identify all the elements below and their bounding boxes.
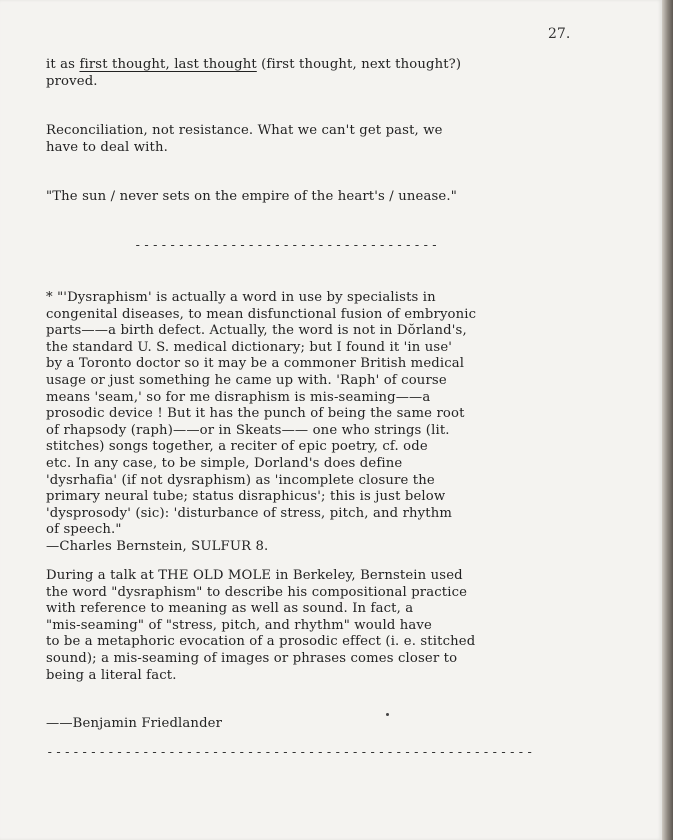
page-number: 27.	[548, 26, 571, 42]
footnote-line: primary neural tube; status disraphicus'; this is just below	[46, 489, 446, 505]
paragraph-line: Reconciliation, not resistance. What we can't get past, we	[46, 123, 443, 138]
footnote-line: by a Toronto doctor so it may be a commoner British medical	[46, 356, 465, 372]
dashed-divider-bottom: --------------------------------------------------------	[46, 744, 535, 759]
paragraph-line: to be a metaphoric evocation of a prosodic effect (i. e. stitched	[46, 634, 476, 650]
paragraph-line	[46, 57, 461, 74]
underlined-phrase: first thought, last thought	[79, 57, 257, 72]
footnote-line: stitches) songs together, a reciter of epic poetry, cf. ode	[46, 439, 428, 455]
text-suffix: (first thought, next thought?)	[256, 57, 462, 72]
author-signature: ——Benjamin Friedlander	[46, 716, 223, 731]
paragraph-line: "mis-seaming" of "stress, pitch, and rhythm" would have	[46, 617, 432, 633]
footnote-line: parts——a birth defect. Actually, the word is not in Dŏrland's,	[46, 323, 467, 339]
paragraph-first-thought	[46, 57, 461, 90]
paragraph-old-mole	[46, 568, 475, 684]
paragraph-line: being a literal fact.	[46, 667, 177, 683]
footnote-line: usage or just something he came up with. 'Raph' of course	[46, 372, 447, 388]
paragraph-line: sound); a mis-seaming of images or phrases comes closer to	[46, 650, 458, 666]
footnote-line: 'dysrhafia' (if not dysraphism) as 'incomplete closure the	[46, 472, 435, 488]
footnote-attribution: —Charles Bernstein, SULFUR 8.	[46, 538, 269, 554]
paragraph-line: have to deal with.	[46, 139, 168, 155]
footnote-line: etc. In any case, to be simple, Dorland's does define	[46, 455, 403, 471]
footnote-line: * "'Dysraphism' is actually a word in use by specialists in	[46, 290, 436, 305]
footnote-line: of speech."	[46, 522, 122, 538]
paragraph-reconciliation	[46, 123, 443, 156]
footnote-block	[46, 290, 476, 556]
footnote-line: congenital diseases, to mean disfunctional fusion of embryonic	[46, 306, 477, 322]
footnote-line: 'dysprosody' (sic): 'disturbance of stress, pitch, and rhythm	[46, 505, 453, 521]
footnote-line: means 'seam,' so for me disraphism is mis-seaming——a	[46, 389, 431, 405]
book-spine-edge	[662, 0, 673, 840]
dashed-divider: -----------------------------------	[134, 237, 440, 252]
footnote-line: the standard U. S. medical dictionary; but I found it 'in use'	[46, 339, 453, 355]
paragraph-line: proved.	[46, 73, 98, 89]
paragraph-line: with reference to meaning as well as sound. In fact, a	[46, 601, 414, 617]
ink-speck	[386, 713, 389, 716]
paragraph-line: During a talk at THE OLD MOLE in Berkeley, Bernstein used	[46, 568, 463, 583]
footnote-line: of rhapsody (raph)——or in Skeats—— one who strings (lit.	[46, 422, 450, 438]
paragraph-line: the word "dysraphism" to describe his compositional practice	[46, 584, 468, 600]
text-prefix: it as	[46, 57, 80, 72]
quote-line: "The sun / never sets on the empire of the heart's / unease."	[46, 189, 457, 204]
footnote-line: prosodic device ! But it has the punch of being the same root	[46, 406, 465, 422]
